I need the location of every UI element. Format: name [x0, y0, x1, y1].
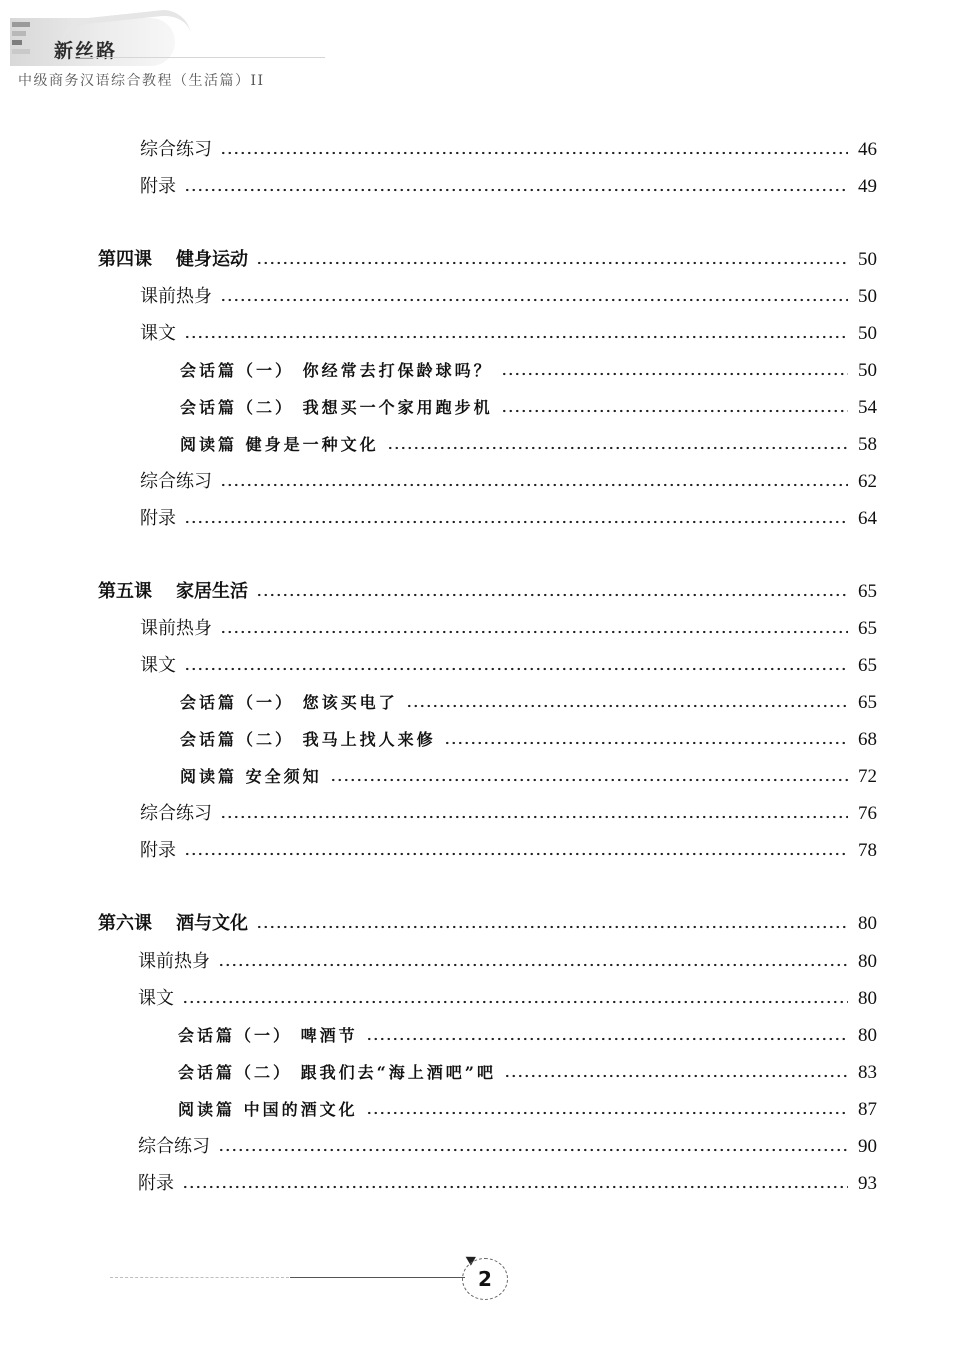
page-footer — [0, 1240, 960, 1320]
dot-leader — [218, 950, 848, 972]
chapter-title: 酒与文化 — [176, 913, 248, 934]
footer-solid-rule — [290, 1277, 465, 1278]
chapter-number: 第六课 — [98, 913, 152, 934]
page-number: 2 — [462, 1258, 508, 1300]
toc-page-number: 50 — [858, 323, 877, 344]
toc-entry-label: 综合练习 — [138, 1136, 210, 1157]
toc-subentry[interactable] — [0, 763, 960, 789]
toc-entry[interactable] — [0, 1133, 960, 1159]
toc-page-number: 78 — [858, 840, 877, 861]
toc-entry[interactable] — [0, 173, 960, 199]
toc-entry-label: 综合练习 — [140, 471, 212, 492]
toc-entry-label: 附录 — [140, 508, 176, 529]
toc-entry-label: 会话篇（一） 你经常去打保龄球吗？ — [180, 361, 493, 380]
toc-entry[interactable] — [0, 468, 960, 494]
dot-leader — [220, 285, 848, 307]
toc-page-number: 93 — [858, 1173, 877, 1194]
toc-entry[interactable] — [0, 837, 960, 863]
toc-chapter-6[interactable] — [0, 910, 960, 936]
toc-page-number: 90 — [858, 1136, 877, 1157]
toc-page-number: 54 — [858, 397, 877, 418]
dot-leader — [182, 1172, 848, 1194]
toc-entry[interactable] — [0, 320, 960, 346]
dot-leader — [182, 987, 848, 1009]
toc-entry-label: 阅读篇 中国的酒文化 — [178, 1100, 358, 1119]
dot-leader — [366, 1024, 848, 1046]
toc-page-number: 50 — [858, 286, 877, 307]
toc-subentry[interactable] — [0, 1059, 960, 1085]
dot-leader — [184, 175, 848, 197]
toc-entry[interactable] — [0, 1170, 960, 1196]
dot-leader — [501, 396, 848, 418]
dot-leader — [220, 138, 848, 160]
toc-page-number: 65 — [858, 655, 877, 676]
toc-subentry[interactable] — [0, 689, 960, 715]
dot-leader — [256, 580, 848, 602]
dot-leader — [406, 691, 848, 713]
toc-page-number: 83 — [858, 1062, 877, 1083]
dot-leader — [366, 1098, 848, 1120]
toc-page-number: 46 — [858, 139, 877, 160]
dot-leader — [184, 654, 848, 676]
toc-entry[interactable] — [0, 505, 960, 531]
chapter-title: 家居生活 — [176, 581, 248, 602]
toc-page-number: 65 — [858, 692, 877, 713]
toc-entry-label: 课前热身 — [140, 286, 212, 307]
toc-entry-label: 阅读篇 安全须知 — [180, 767, 322, 786]
header-divider — [80, 57, 325, 58]
toc-entry-label: 附录 — [138, 1173, 174, 1194]
header-stripes-icon — [12, 22, 30, 66]
dot-leader — [184, 322, 848, 344]
toc-entry[interactable] — [0, 985, 960, 1011]
toc-entry-label: 附录 — [140, 840, 176, 861]
toc-subentry[interactable] — [0, 1096, 960, 1122]
toc-entry[interactable] — [0, 136, 960, 162]
toc-subentry[interactable] — [0, 1022, 960, 1048]
toc-entry-label: 综合练习 — [140, 139, 212, 160]
toc-subentry[interactable] — [0, 357, 960, 383]
toc-page-number: 80 — [858, 951, 877, 972]
toc-entry-label: 课前热身 — [140, 618, 212, 639]
toc-chapter-5[interactable] — [0, 578, 960, 604]
toc-page-number: 50 — [858, 249, 877, 270]
toc-subentry[interactable] — [0, 394, 960, 420]
toc-page-number: 87 — [858, 1099, 877, 1120]
toc-page-number: 68 — [858, 729, 877, 750]
chapter-number: 第四课 — [98, 249, 152, 270]
toc-entry-label: 会话篇（二） 我想买一个家用跑步机 — [180, 398, 493, 417]
toc-page-number: 58 — [858, 434, 877, 455]
dot-leader — [387, 433, 848, 455]
dot-leader — [184, 839, 848, 861]
toc-entry-label: 课文 — [140, 655, 176, 676]
chapter-title: 健身运动 — [176, 249, 248, 270]
toc-entry-label: 阅读篇 健身是一种文化 — [180, 435, 379, 454]
toc-entry-label: 课前热身 — [138, 951, 210, 972]
dot-leader — [220, 802, 848, 824]
toc-entry-label: 课文 — [140, 323, 176, 344]
toc-entry[interactable] — [0, 800, 960, 826]
dot-leader — [256, 912, 848, 934]
toc-entry-label: 会话篇（一） 您该买电了 — [180, 693, 398, 712]
dot-leader — [218, 1135, 848, 1157]
toc-page-number: 80 — [858, 913, 877, 934]
toc-entry-label: 会话篇（二） 我马上找人来修 — [180, 730, 436, 749]
toc-entry-label: 综合练习 — [140, 803, 212, 824]
toc-entry[interactable] — [0, 283, 960, 309]
book-subtitle: 中级商务汉语综合教程（生活篇）II — [18, 73, 265, 89]
toc-entry[interactable] — [0, 615, 960, 641]
toc-page-number: 65 — [858, 618, 877, 639]
toc-chapter-4[interactable] — [0, 246, 960, 272]
toc-entry-label: 附录 — [140, 176, 176, 197]
toc-page-number: 64 — [858, 508, 877, 529]
toc-page-number: 65 — [858, 581, 877, 602]
toc-page-number: 80 — [858, 1025, 877, 1046]
toc-page-number: 62 — [858, 471, 877, 492]
chapter-number: 第五课 — [98, 581, 152, 602]
dot-leader — [504, 1061, 848, 1083]
toc-page-number: 80 — [858, 988, 877, 1009]
toc-page-number: 50 — [858, 360, 877, 381]
series-brand: 新丝路 — [54, 40, 118, 62]
toc-entry[interactable] — [0, 652, 960, 678]
toc-entry[interactable] — [0, 948, 960, 974]
toc-page-number: 76 — [858, 803, 877, 824]
dot-leader — [330, 765, 848, 787]
page-header — [0, 0, 960, 100]
toc-entry-label: 会话篇（二） 跟我们去“海上酒吧”吧 — [178, 1063, 496, 1082]
toc-entry-label: 会话篇（一） 啤酒节 — [178, 1026, 358, 1045]
dot-leader — [184, 507, 848, 529]
toc-page-number: 49 — [858, 176, 877, 197]
toc-entry-label: 课文 — [138, 988, 174, 1009]
dot-leader — [220, 617, 848, 639]
dot-leader — [444, 728, 848, 750]
toc-page-number: 72 — [858, 766, 877, 787]
toc-subentry[interactable] — [0, 431, 960, 457]
toc-subentry[interactable] — [0, 726, 960, 752]
dot-leader — [501, 359, 848, 381]
dot-leader — [256, 248, 848, 270]
dot-leader — [220, 470, 848, 492]
